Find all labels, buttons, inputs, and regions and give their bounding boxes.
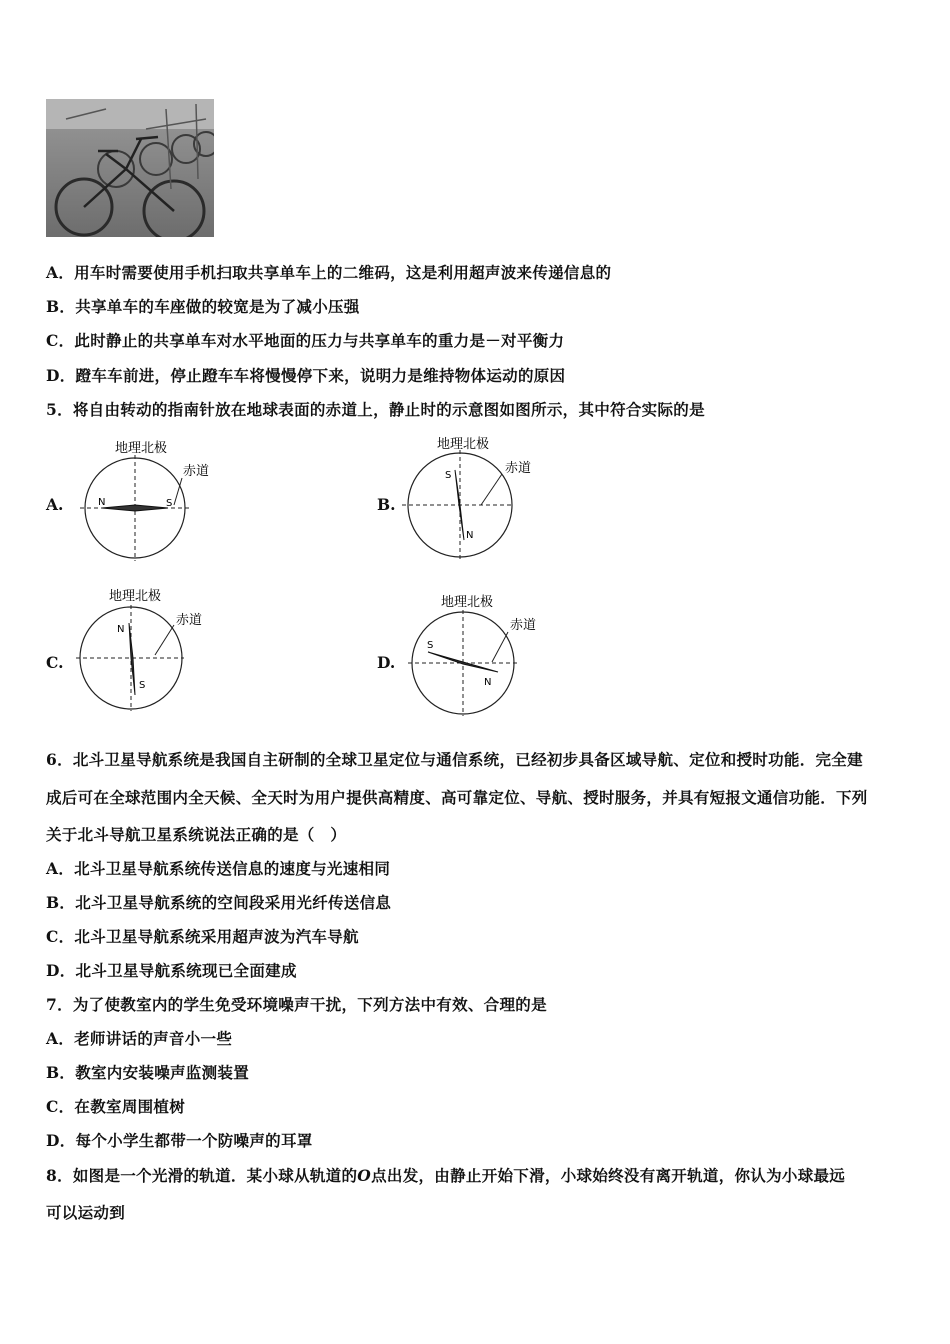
q7-option-a: A．老师讲话的声音小一些 — [46, 1029, 233, 1048]
q5-stem: 5．将自由转动的指南针放在地球表面的赤道上，静止时的示意图如图所示，其中符合实际的是 — [46, 400, 705, 419]
needle-s-label: S — [139, 680, 146, 691]
q6-option-a: A．北斗卫星导航系统传送信息的速度与光速相同 — [46, 859, 391, 878]
needle-n-label: N — [98, 497, 106, 508]
needle-n-label: N — [117, 624, 125, 635]
needle-s-label: S — [427, 640, 434, 651]
q7-stem: 7．为了使教室内的学生免受环境噪声干扰，下列方法中有效、合理的是 — [46, 995, 547, 1014]
q5-figure-b-label: B. — [377, 495, 396, 514]
q5-figure-a-label: A. — [46, 495, 64, 514]
q4-option-c: C．此时静止的共享单车对水平地面的压力与共享单车的重力是－对平衡力 — [46, 331, 565, 350]
q5-figure-d-label: D. — [377, 653, 396, 672]
q4-option-b: B．共享单车的车座做的较宽是为了减小压强 — [46, 297, 360, 316]
q7-option-b: B．教室内安装噪声监测装置 — [46, 1063, 250, 1082]
needle-n-label: N — [484, 677, 492, 688]
q6-option-b: B．北斗卫星导航系统的空间段采用光纤传送信息 — [46, 893, 392, 912]
q6-stem-line1: 6．北斗卫星导航系统是我国自主研制的全球卫星定位与通信系统，已经初步具备区域导航、定位和授时功能．完全建 — [46, 750, 863, 769]
compass-figure-d — [406, 590, 566, 724]
equator-label: 赤道 — [183, 464, 210, 479]
needle-n-label: N — [466, 530, 474, 541]
bicycle-photo — [46, 99, 214, 237]
north-pole-label: 地理北极 — [441, 595, 494, 610]
compass-figure-b — [402, 432, 562, 566]
q8-stem-line2: 可以运动到 — [46, 1203, 126, 1222]
compass-figure-c — [74, 587, 234, 721]
q8-stem-part1: 8．如图是一个光滑的轨道．某小球从轨道的 — [46, 1166, 358, 1185]
q8-point-o: O — [357, 1166, 372, 1185]
q6-option-d: D．北斗卫星导航系统现已全面建成 — [46, 961, 297, 980]
equator-label: 赤道 — [510, 618, 537, 633]
equator-label: 赤道 — [505, 461, 532, 476]
q4-option-d: D．蹬车车前进，停止蹬车车将慢慢停下来，说明力是维持物体运动的原因 — [46, 366, 566, 385]
q6-option-c: C．北斗卫星导航系统采用超声波为汽车导航 — [46, 927, 359, 946]
north-pole-label: 地理北极 — [109, 589, 162, 604]
needle-s-label: S — [166, 498, 173, 509]
q7-option-c: C．在教室周围植树 — [46, 1097, 186, 1116]
equator-label: 赤道 — [176, 613, 203, 628]
q5-figure-c-label: C. — [46, 653, 64, 672]
q8-stem-line1 — [46, 1164, 845, 1186]
q7-option-d: D．每个小学生都带一个防噪声的耳罩 — [46, 1131, 313, 1150]
q6-stem-line3: 关于北斗导航卫星系统说法正确的是（ ） — [46, 825, 347, 844]
needle-s-label: S — [445, 470, 452, 481]
north-pole-label: 地理北极 — [115, 441, 168, 456]
north-pole-label: 地理北极 — [437, 437, 490, 452]
q8-stem-part2: 点出发，由静止开始下滑，小球始终没有离开轨道，你认为小球最远 — [371, 1166, 846, 1185]
compass-figure-a — [80, 435, 240, 569]
q6-stem-line2: 成后可在全球范围内全天候、全天时为用户提供高精度、高可靠定位、导航、授时服务，并具有短报文通信功能．下列 — [46, 788, 868, 807]
q4-option-a: A．用车时需要使用手机扫取共享单车上的二维码，这是利用超声波来传递信息的 — [46, 263, 612, 282]
